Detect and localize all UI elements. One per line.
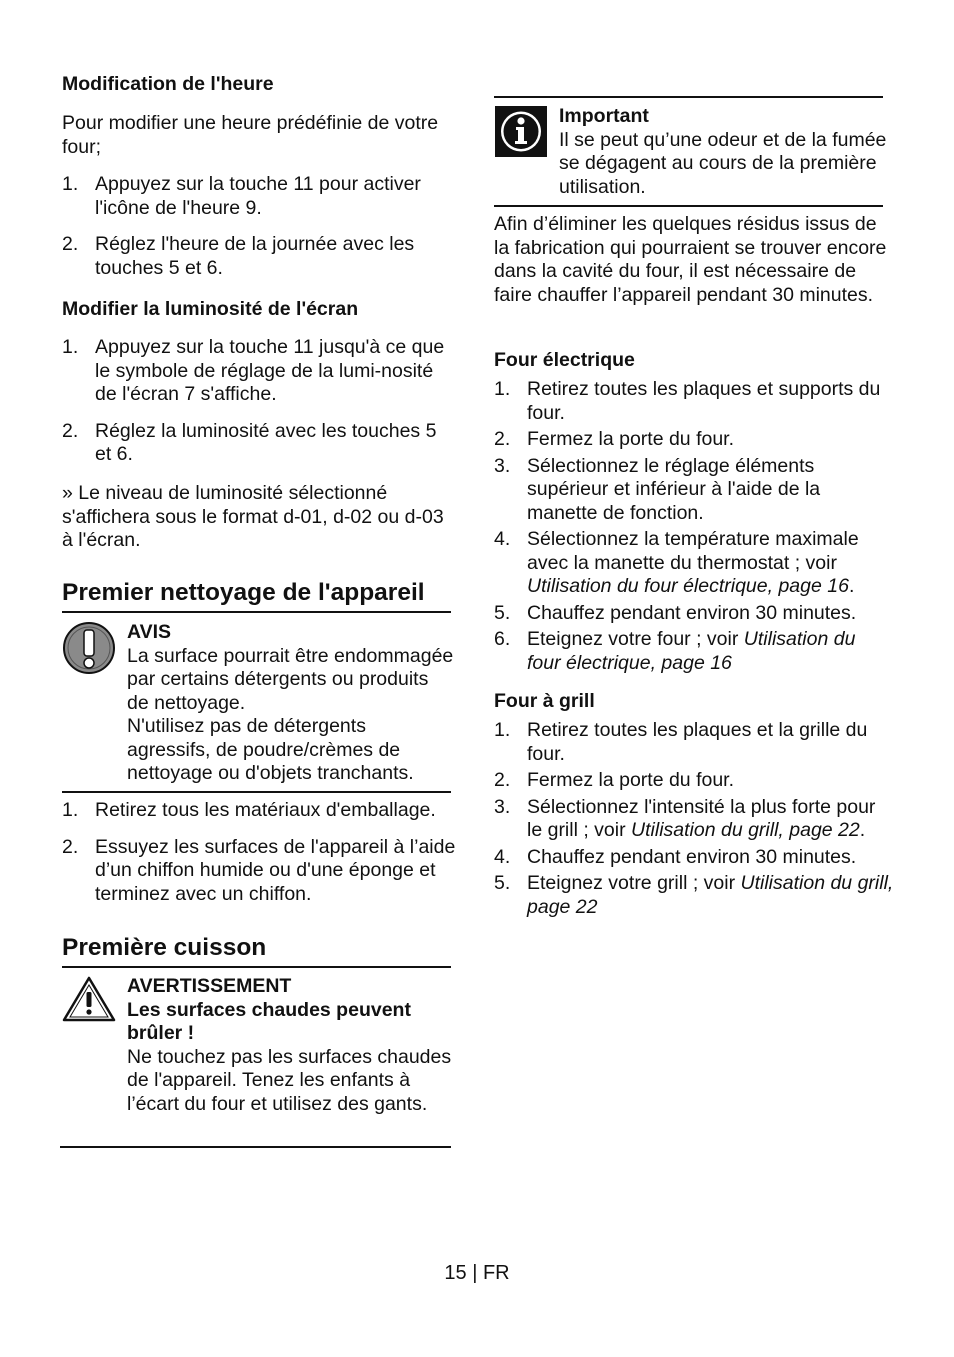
list-item: 2. Fermez la porte du four.: [494, 769, 735, 791]
divider: [494, 205, 883, 207]
time-intro: Pour modifier une heure prédéfinie de votre four;: [62, 112, 439, 158]
avis-notice: [62, 621, 454, 791]
cross-reference: Utilisation du four électrique, page 16: [527, 628, 856, 674]
list-item: 2. Réglez la luminosité avec les touches 5 et 6.: [62, 419, 437, 465]
list-item: 6. Eteignez votre four ; voir Utilisation du four électrique, page 16: [494, 628, 856, 674]
warning-subtitle: Les surfaces chaudes peuvent brûler !: [127, 998, 411, 1044]
list-item: 1. Appuyez sur la touche 11 pour activer l'icône de l'heure 9.: [62, 173, 421, 219]
brightness-result: » Le niveau de luminosité sélectionné s'affichera sous le format d-01, d-02 ou d-03 à l'écran.: [62, 482, 444, 551]
divider: [62, 611, 451, 613]
cross-reference: Utilisation du grill, page 22: [631, 819, 860, 841]
important-body: Il se peut qu’une odeur et de la fumée se dégagent au cours de la première utilisation.: [559, 128, 887, 198]
list-item: 5. Eteignez votre grill ; voir Utilisation du grill, page 22: [494, 872, 894, 918]
divider: [494, 96, 883, 98]
hazard-triangle-icon: [62, 975, 116, 1023]
divider: [60, 1146, 451, 1148]
list-item: 3. Sélectionnez le réglage éléments supérieur et inférieur à l'aide de la manette de fonction.: [494, 454, 821, 524]
time-steps: [62, 173, 454, 280]
divider: [62, 966, 451, 968]
list-item: 4. Chauffez pendant environ 30 minutes.: [494, 845, 857, 868]
cleaning-steps: [62, 799, 457, 906]
list-item: 5. Chauffez pendant environ 30 minutes.: [494, 601, 857, 624]
first-cook-heading: Première cuisson: [62, 934, 267, 961]
cleaning-heading: Premier nettoyage de l'appareil: [62, 579, 425, 606]
page-number: 15 | FR: [444, 1262, 510, 1284]
important-title: Important: [559, 105, 649, 127]
list-item: 2. Réglez l'heure de la journée avec les touches 5 et 6.: [62, 233, 415, 279]
cross-reference: Utilisation du grill, page 22: [527, 872, 894, 918]
warning-notice: [62, 975, 454, 1145]
important-text: [559, 105, 889, 199]
list-item: 2. Fermez la porte du four.: [494, 428, 735, 450]
brightness-steps: [62, 336, 454, 467]
avis-body-2: N'utilisez pas de détergents agressifs, de poudre/crèmes de nettoyage ou d'objets tranchants.: [127, 715, 414, 784]
list-item: 3. Sélectionnez l'intensité la plus forte pour le grill ; voir Utilisation du grill, page 22.: [494, 795, 876, 841]
avis-text: [127, 621, 454, 786]
first-cook-intro: Afin d’éliminer les quelques résidus issus de la fabrication qui pourraient se trouver encore dans la cavité du four, il est nécessaire de faire chauffer l’appareil pendant 30 minutes.: [494, 213, 887, 306]
warning-text: [127, 975, 454, 1116]
warning-title: AVERTISSEMENT: [127, 975, 292, 997]
important-notice: [494, 105, 889, 205]
electric-heading: Four électrique: [494, 349, 635, 371]
list-item: 1. Appuyez sur la touche 11 jusqu'à ce que le symbole de réglage de la lumi-nosité de l'écran 7 s'affiche.: [62, 336, 445, 405]
list-item: 2. Essuyez les surfaces de l'appareil à l’aide d’un chiffon humide ou d'une éponge et terminez avec un chiffon.: [62, 835, 456, 905]
info-icon: [494, 105, 548, 158]
avis-title: AVIS: [127, 621, 172, 643]
list-item: 1. Retirez tous les matériaux d'emballage.: [62, 799, 436, 821]
divider: [62, 791, 451, 793]
grill-heading: Four à grill: [494, 690, 595, 712]
electric-steps: [494, 378, 894, 675]
warning-body: Ne touchez pas les surfaces chaudes de l'appareil. Tenez les enfants à l’écart du four et utilisez des gants.: [127, 1045, 452, 1115]
brightness-heading: Modifier la luminosité de l'écran: [62, 298, 359, 320]
list-item: 1. Retirez toutes les plaques et la grille du four.: [494, 719, 868, 765]
avis-body-1: La surface pourrait être endommagée par certains détergents ou produits de nettoyage.: [127, 644, 454, 714]
list-item: 4. Sélectionnez la température maximale avec la manette du thermostat ; voir Utilisation du four électrique, page 16.: [494, 528, 859, 597]
warning-icon: [62, 621, 116, 675]
list-item: 1. Retirez toutes les plaques et supports du four.: [494, 378, 881, 424]
time-heading: Modification de l'heure: [62, 73, 274, 95]
cross-reference: Utilisation du four électrique, page 16: [527, 575, 849, 597]
grill-steps: [494, 719, 894, 919]
